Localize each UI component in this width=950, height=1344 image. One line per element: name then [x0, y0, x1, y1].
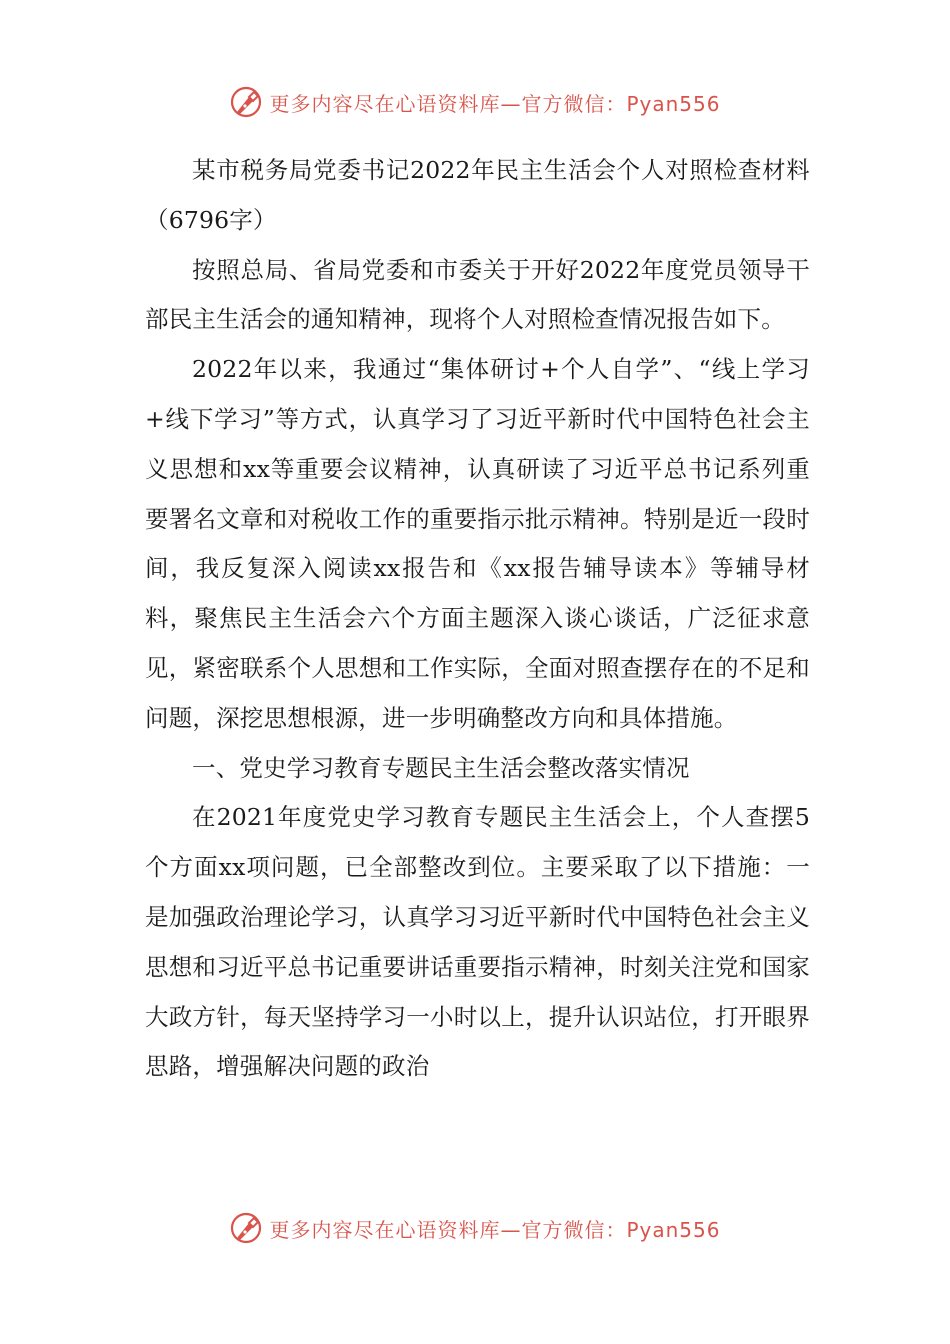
pen-nib-logo-icon — [229, 85, 263, 119]
pen-nib-logo-icon — [229, 1211, 263, 1245]
paragraph-study: 2022年以来，我通过“集体研讨+个人自学”、“线上学习+线下学习”等方式，认真学习了习近平新时代中国特色社会主义思想和xx等重要会议精神，认真研读了习近平总书记系列重要署名文章和对税收工作的重要指示批示精神。特别是近一段时间，我反复深入阅读xx报告和《xx报告辅导读本》等辅导材料，聚焦民主生活会六个方面主题深入谈心谈话，广泛征求意见，紧密联系个人思想和工作实际，全面对照查摆存在的不足和问题，深挖思想根源，进一步明确整改方向和具体措施。 — [145, 355, 810, 732]
watermark-text: 更多内容尽在心语资料库—官方微信：Pyan556 — [269, 1217, 721, 1242]
header-watermark — [0, 82, 950, 122]
document-body — [145, 146, 810, 1092]
paragraph-rectification: 在2021年度党史学习教育专题民主生活会上，个人查摆5个方面xx项问题，已全部整改到位。主要采取了以下措施：一是加强政治理论学习，认真学习习近平新时代中国特色社会主义思想和习近平总书记重要讲话重要指示精神，时刻关注党和国家大政方针，每天坚持学习一小时以上，提升认识站位，打开眼界思路，增强解决问题的政治 — [145, 803, 810, 1081]
document-title: 某市税务局党委书记2022年民主生活会个人对照检查材料（6796字） — [145, 156, 810, 234]
watermark-text: 更多内容尽在心语资料库—官方微信：Pyan556 — [269, 91, 721, 116]
paragraph-intro: 按照总局、省局党委和市委关于开好2022年度党员领导干部民主生活会的通知精神，现将个人对照检查情况报告如下。 — [145, 255, 810, 334]
section-heading-1: 一、党史学习教育专题民主生活会整改落实情况 — [192, 753, 690, 782]
footer-watermark — [0, 1208, 950, 1248]
